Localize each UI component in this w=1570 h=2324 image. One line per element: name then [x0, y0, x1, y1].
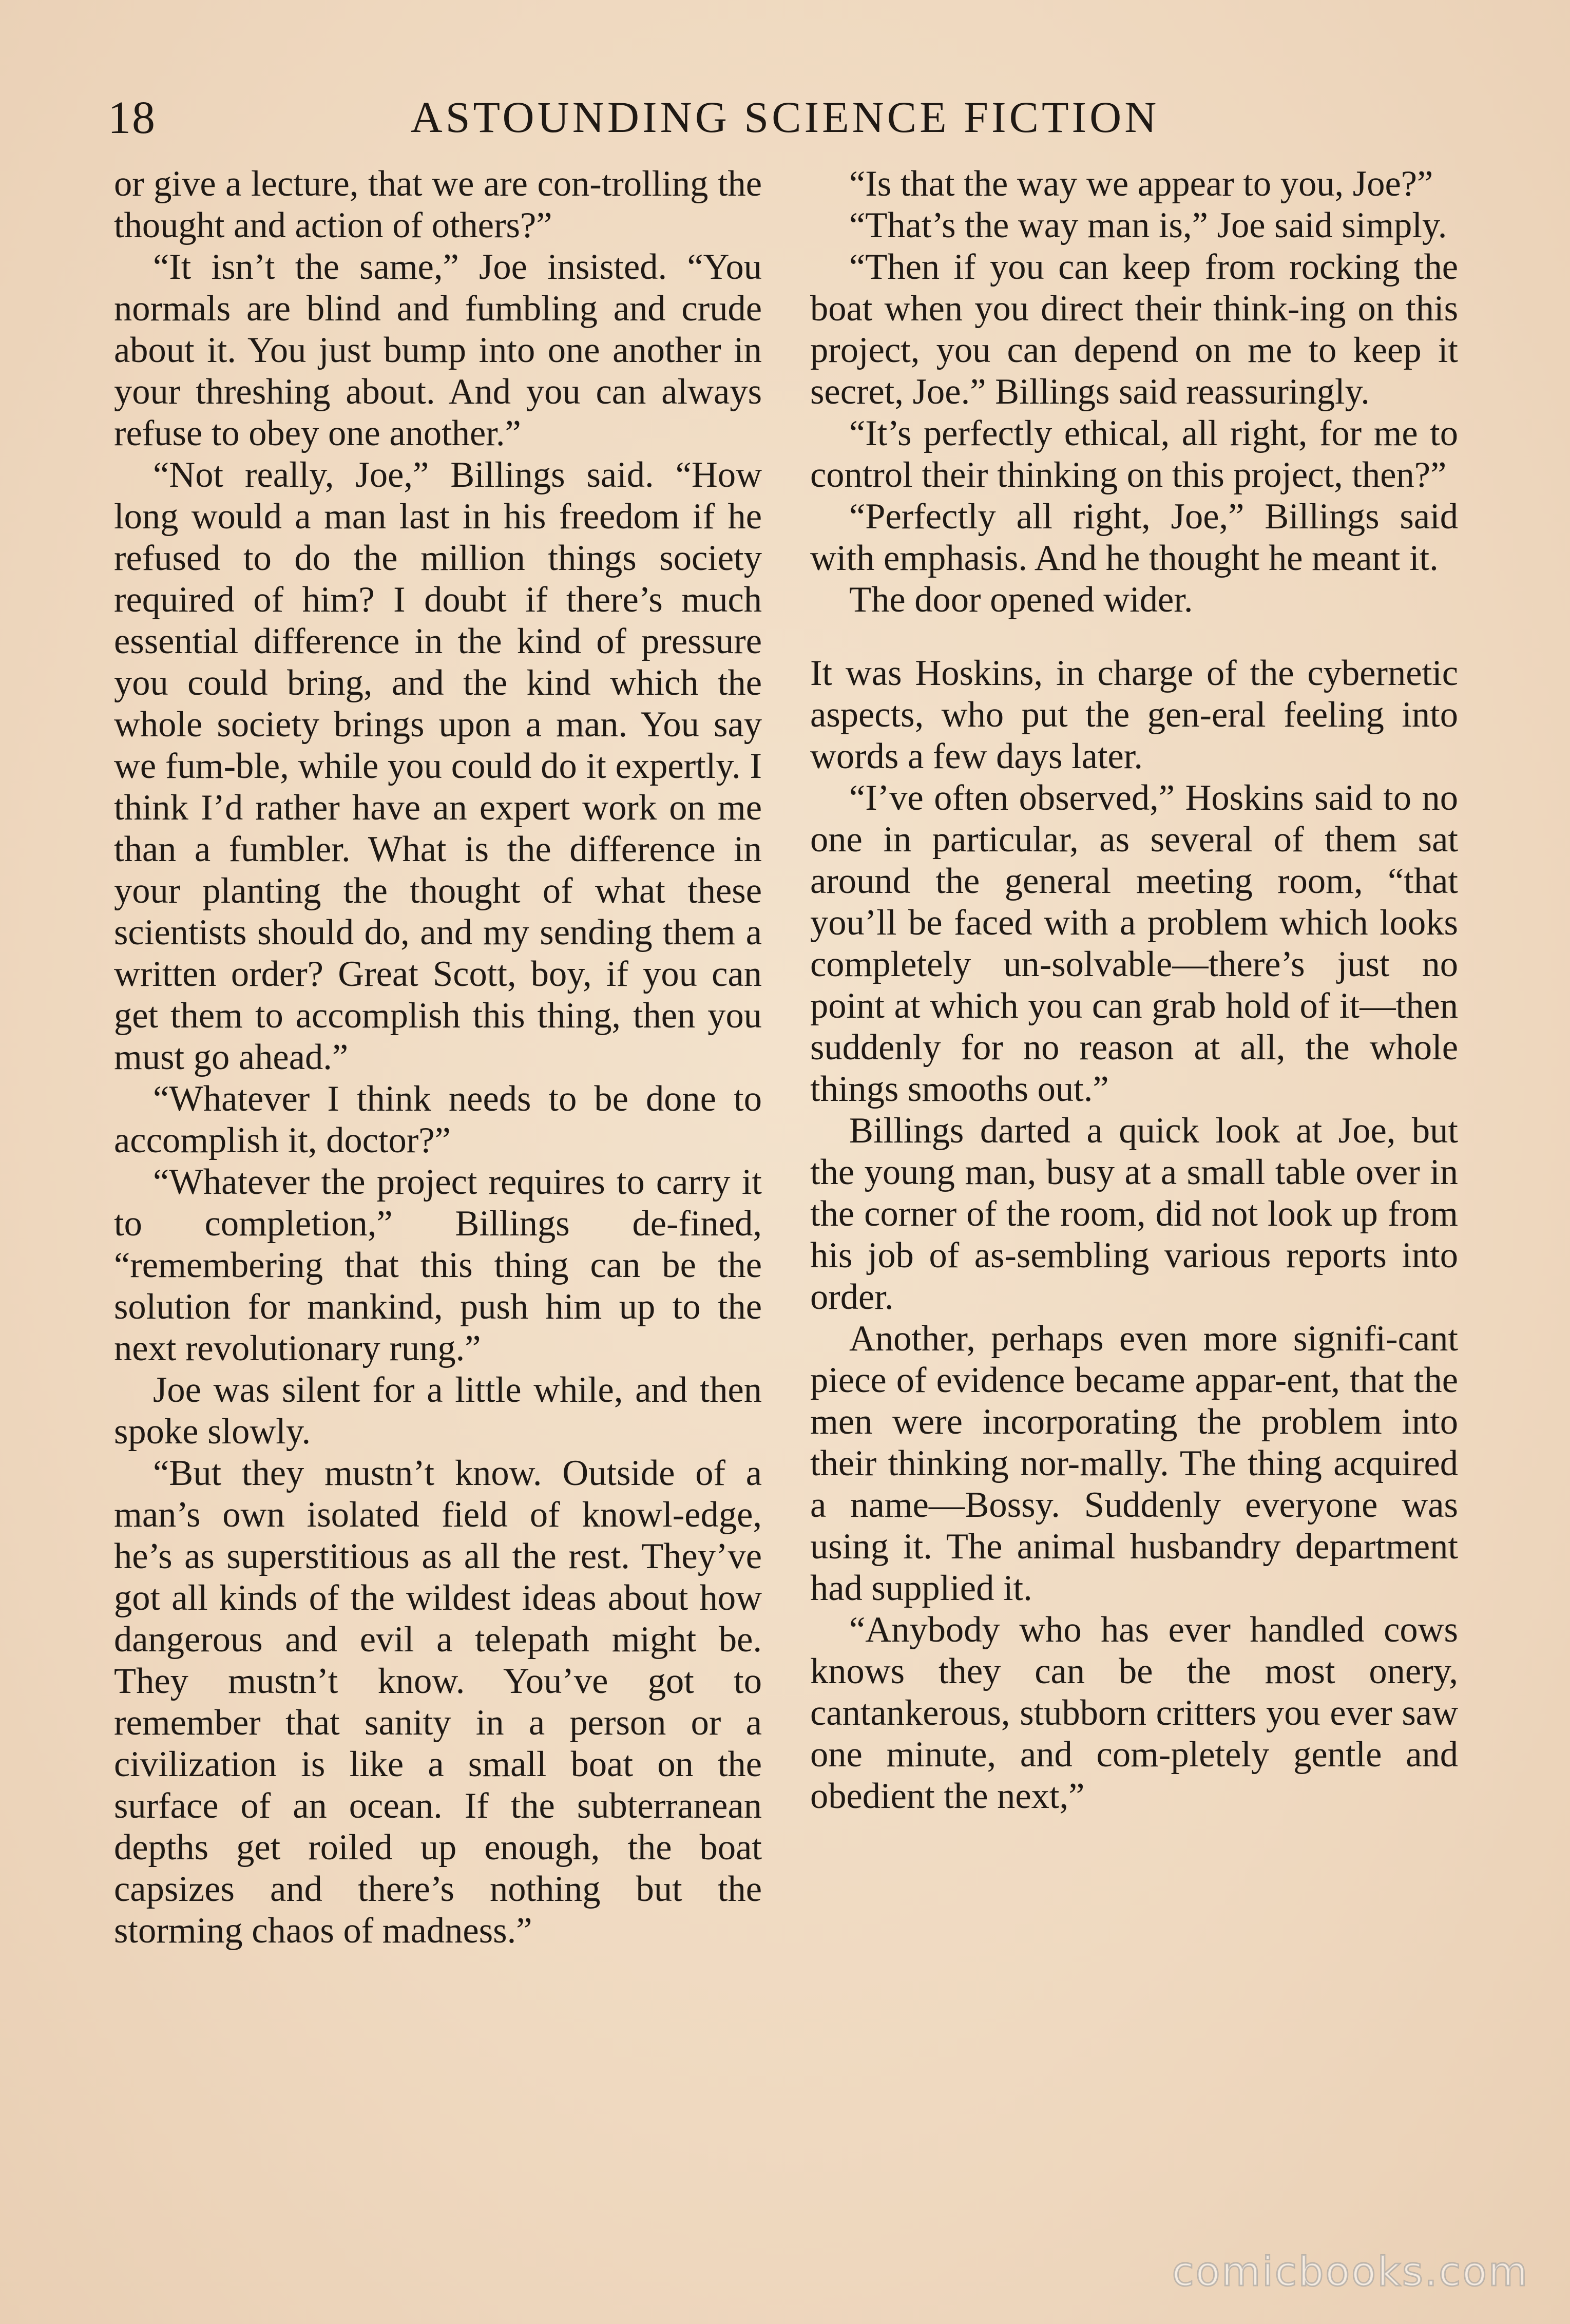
paragraph: “It isn’t the same,” Joe insisted. “You normals are blind and fumbling and crude about it. You just bump into one another in your threshing about. And you can always refuse to obey one another.” [114, 247, 762, 453]
right-column [810, 163, 1458, 1817]
left-column [114, 163, 762, 1952]
paragraph: “It’s perfectly ethical, all right, for me to control their thinking on this project, then?” [810, 413, 1458, 495]
paragraph: Billings darted a quick look at Joe, but the young man, busy at a small table over in the corner of the room, did not look up from his job of as-sembling various reports into order. [810, 1111, 1458, 1317]
paragraph: “Whatever the project requires to carry it to completion,” Billings de-fined, “remembering that this thing can be the solution for mankind, push him up to the next revolutionary rung.” [114, 1162, 762, 1368]
paragraph: “Then if you can keep from rocking the boat when you direct their think-ing on this project, you can depend on me to keep it secret, Joe.” Billings said reassuringly. [810, 247, 1458, 412]
page-header [108, 91, 1462, 148]
paragraph: “Whatever I think needs to be done to accomplish it, doctor?” [114, 1079, 762, 1160]
paragraph: “I’ve often observed,” Hoskins said to no one in particular, as several of them sat around the general meeting room, “that you’ll be faced with a problem which looks completely un-solvable—there’s just no point at which you can grab hold of it—then suddenly for no reason at all, the whole things smooths out.” [810, 778, 1458, 1109]
paragraph: “Is that the way we appear to you, Joe?” [849, 164, 1433, 204]
paragraph: “Perfectly all right, Joe,” Billings said with emphasis. And he thought he meant it. [810, 497, 1458, 578]
paragraph: The door opened wider. [849, 580, 1193, 620]
paragraph: or give a lecture, that we are con-trolling the thought and action of others?” [114, 164, 762, 245]
paragraph: “Not really, Joe,” Billings said. “How long would a man last in his freedom if he refused to do the million things society required of him? I doubt if there’s much essential difference in the kind of pressure you could bring, and the kind which the whole society brings upon a man. You say we fum-ble, while you could do it expertly. I think I’d rather have an expert work on me than a fumbler. What is the difference in your planting the thought of what these scientists should do, and my sending them a written order? Great Scott, boy, if you can get them to accomplish this thing, then you must go ahead.” [114, 455, 762, 1077]
watermark: comicbooks.com [1172, 2249, 1529, 2295]
paragraph: Joe was silent for a little while, and then spoke slowly. [114, 1370, 762, 1452]
paragraph: Another, perhaps even more signifi-cant piece of evidence became appar-ent, that the men were incorporating the problem into their thinking nor-mally. The thing acquired a name—Bossy. Suddenly everyone was using it. The animal husbandry department had supplied it. [810, 1319, 1458, 1608]
running-head: ASTOUNDING SCIENCE FICTION [410, 92, 1160, 142]
paragraph: “But they mustn’t know. Outside of a man’s own isolated field of knowl-edge, he’s as superstitious as all the rest. They’ve got all kinds of the wildest ideas about how dangerous and evil a telepath might be. They mustn’t know. You’ve got to remember that sanity in a person or a civilization is like a small boat on the surface of an ocean. If the subterranean depths get roiled up enough, the boat capsizes and there’s nothing but the storming chaos of madness.” [114, 1453, 762, 1951]
paragraph: “That’s the way man is,” Joe said simply. [849, 205, 1447, 245]
paragraph: “Anybody who has ever handled cows knows they can be the most onery, cantankerous, stubborn critters you ever saw one minute, and com-pletely gentle and obedient the next,” [810, 1610, 1458, 1816]
section-break-paragraph: It was Hoskins, in charge of the cybernetic aspects, who put the gen-eral feeling into words a few days later. [810, 653, 1458, 776]
page-number: 18 [108, 92, 156, 143]
